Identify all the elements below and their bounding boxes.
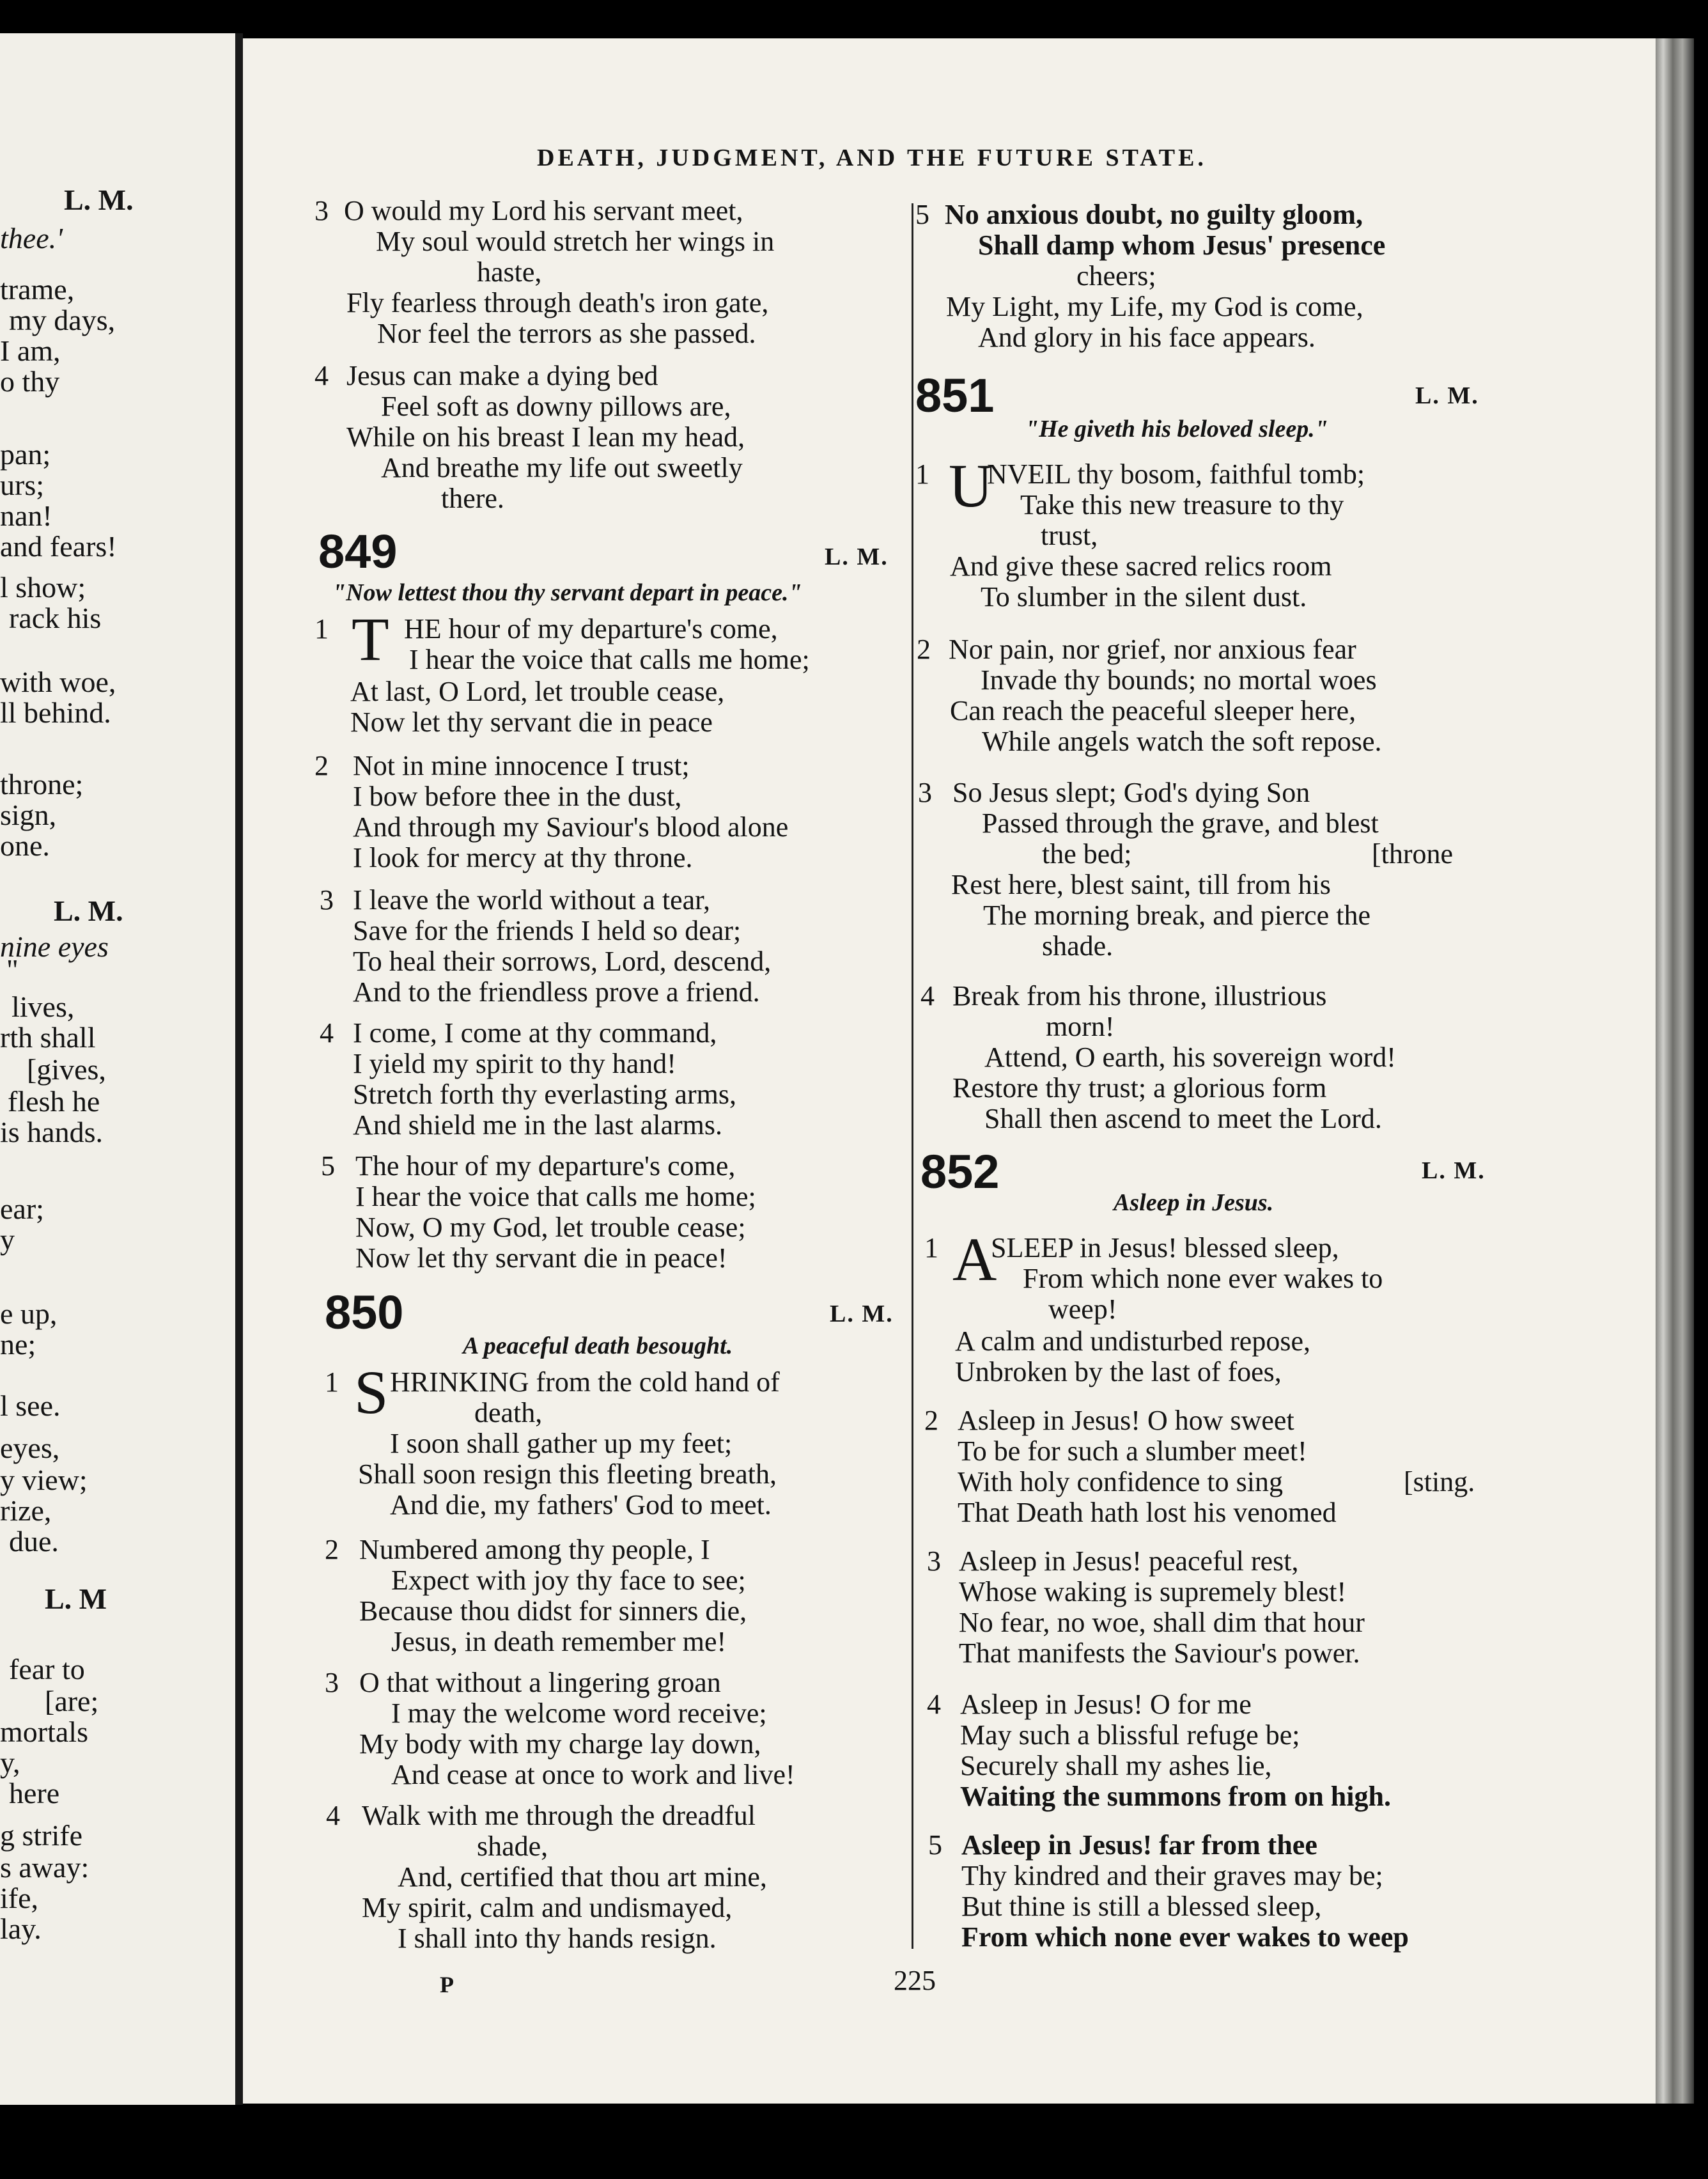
verse-line: Numbered among thy people, I (359, 1534, 710, 1565)
left-page-fragment: y, (0, 1746, 20, 1779)
verse-line: Fly fearless through death's iron gate, (346, 287, 769, 318)
verse-number: 3 (927, 1545, 941, 1577)
left-page-fragment: l show; (0, 571, 86, 604)
verse-line: My Light, my Life, my God is come, (946, 291, 1363, 322)
left-page-fragment: L. M. (54, 894, 123, 927)
verse-line: That manifests the Saviour's power. (959, 1637, 1360, 1669)
verse-line: The morning break, and pierce the (983, 900, 1370, 931)
verse-line: While angels watch the soft repose. (982, 726, 1382, 757)
verse-number: 1 (915, 458, 929, 490)
verse-line: cheers; (1076, 260, 1156, 292)
verse-line: And cease at once to work and live! (391, 1759, 795, 1790)
page-number: 225 (894, 1965, 936, 1996)
left-page-fragment: rth shall (0, 1021, 96, 1054)
left-page-fragment: and fears! (0, 530, 117, 563)
verse-line: The hour of my departure's come, (355, 1150, 736, 1182)
left-page-fragment: due. (9, 1525, 59, 1558)
verse-line: Jesus, in death remember me! (391, 1626, 727, 1657)
left-facing-page (0, 33, 235, 2105)
verse-number: 3 (325, 1667, 339, 1698)
left-page-fragment: g strife (0, 1819, 83, 1852)
hymn-number: 852 (920, 1145, 1000, 1198)
verse-line: Waiting the summons from on high. (960, 1781, 1391, 1812)
verse-line: weep! (1048, 1293, 1117, 1325)
verse-line: morn! (1046, 1011, 1115, 1042)
verse-line: Securely shall my ashes lie, (960, 1750, 1272, 1781)
verse-number: 1 (314, 613, 329, 644)
verse-number: 3 (320, 884, 334, 916)
verse-line: At last, O Lord, let trouble cease, (350, 676, 725, 707)
left-page-fragment: throne; (0, 768, 84, 801)
verse-line: HRINKING from the cold hand of (390, 1366, 780, 1398)
verse-number: 3 (918, 777, 932, 808)
left-page-fragment: is hands. (0, 1116, 103, 1148)
left-page-fragment: flesh he (8, 1085, 100, 1118)
verse-line: Restore thy trust; a glorious form (952, 1072, 1327, 1104)
verse-line: Break from his throne, illustrious (952, 980, 1327, 1011)
verse-number: 2 (924, 1405, 938, 1436)
verse-number: 4 (326, 1800, 340, 1831)
verse-line: Expect with joy thy face to see; (391, 1565, 746, 1596)
left-page-fragment: trame, (0, 273, 75, 306)
verse-line: Now let thy servant die in peace (350, 707, 713, 738)
verse-line: My spirit, calm and undismayed, (362, 1892, 733, 1923)
verse-line: SLEEP in Jesus! blessed sleep, (991, 1232, 1339, 1263)
verse-line: And breathe my life out sweetly (381, 452, 743, 483)
verse-line: I yield my spirit to thy hand! (353, 1048, 676, 1079)
left-page-fragment: mortals (0, 1715, 88, 1748)
signature-mark: P (440, 1972, 454, 1997)
verse-line: And glory in his face appears. (978, 322, 1316, 353)
meter-label: L. M. (825, 543, 889, 570)
left-page-fragment: e up, (0, 1297, 58, 1330)
verse-line: Rest here, blest saint, till from his (951, 869, 1331, 900)
verse-line: May such a blissful refuge be; (960, 1719, 1300, 1751)
verse-line: Shall then ascend to meet the Lord. (984, 1103, 1382, 1134)
verse-line: Invade thy bounds; no mortal woes (981, 664, 1377, 696)
verse-line: Unbroken by the last of foes, (955, 1356, 1282, 1387)
verse-line: With holy confidence to sing (958, 1466, 1284, 1497)
left-page-fragment: eyes, (0, 1432, 60, 1464)
left-page-fragment: one. (0, 829, 50, 862)
verse-line: To be for such a slumber meet! (958, 1435, 1307, 1467)
verse-line: And shield me in the last alarms. (353, 1109, 722, 1141)
verse-line: Take this new treasure to thy (1020, 489, 1344, 520)
verse-line: Passed through the grave, and blest (982, 808, 1379, 839)
verse-line: Because thou didst for sinners die, (359, 1595, 747, 1627)
verse-number: 2 (917, 634, 931, 665)
meter-label: L. M. (830, 1300, 894, 1327)
verse-line: While on his breast I lean my head, (346, 421, 745, 453)
verse-number: 2 (325, 1534, 339, 1565)
verse-line: Shall soon resign this fleeting breath, (358, 1458, 777, 1490)
hymn-title: A peaceful death besought. (463, 1332, 733, 1359)
hymn-title: "Now lettest thou thy servant depart in peace." (332, 579, 802, 606)
verse-line: So Jesus slept; God's dying Son (952, 777, 1310, 808)
verse-line: I hear the voice that calls me home; (355, 1181, 756, 1212)
verse-line: Asleep in Jesus! far from thee (961, 1829, 1317, 1861)
verse-line: No anxious doubt, no guilty gloom, (945, 199, 1363, 230)
verse-line: Thy kindred and their graves may be; (961, 1860, 1383, 1891)
left-page-fragment: lay. (0, 1912, 42, 1945)
verse-line: Now, O my God, let trouble cease; (355, 1212, 746, 1243)
hymn-number: 850 (325, 1286, 404, 1339)
verse-line: Save for the friends I held so dear; (353, 915, 741, 946)
verse-line: Can reach the peaceful sleeper here, (950, 695, 1356, 726)
left-page-fragment: y (0, 1223, 15, 1256)
verse-line: To heal their sorrows, Lord, descend, (353, 946, 772, 977)
verse-line: And, certified that thou art mine, (398, 1861, 767, 1893)
book-gutter (235, 33, 243, 2105)
left-page-fragment: urs; (0, 469, 44, 501)
hymn-number: 849 (318, 525, 398, 578)
left-page-fragment: rack his (9, 602, 102, 634)
left-page-fragment: ne; (0, 1328, 36, 1361)
verse-line: My soul would stretch her wings in (376, 226, 775, 257)
verse-line: I bow before thee in the dust, (353, 781, 682, 812)
left-page-fragment: with woe, (0, 666, 116, 698)
verse-line: NVEIL thy bosom, faithful tomb; (987, 458, 1365, 490)
verse-number: 3 (314, 195, 329, 226)
verse-line: death, (474, 1397, 543, 1428)
meter-label: L. M. (1415, 382, 1479, 409)
verse-line: Nor pain, nor grief, nor anxious fear (949, 634, 1356, 665)
verse-number: 5 (928, 1829, 942, 1861)
meter-label: L. M. (1422, 1157, 1486, 1184)
verse-line: [throne (1372, 838, 1454, 870)
verse-line: Asleep in Jesus! O for me (960, 1689, 1252, 1720)
drop-cap: U (949, 451, 993, 520)
verse-line: haste, (477, 256, 542, 288)
verse-number: 4 (320, 1017, 334, 1049)
left-page-fragment: y view; (0, 1464, 88, 1496)
verse-line: I leave the world without a tear, (353, 884, 711, 916)
verse-line: trust, (1041, 520, 1098, 551)
left-page-fragment: thee.' (0, 222, 63, 254)
hymn-title: Asleep in Jesus. (1114, 1189, 1274, 1216)
verse-line: Walk with me through the dreadful (362, 1800, 756, 1831)
verse-line: O that without a lingering groan (359, 1667, 721, 1698)
verse-line: I look for mercy at thy throne. (353, 842, 693, 873)
verse-line: To slumber in the silent dust. (981, 581, 1307, 613)
verse-line: there. (441, 483, 504, 514)
verse-line: My body with my charge lay down, (359, 1728, 761, 1760)
verse-line: From which none ever wakes to weep (961, 1921, 1409, 1953)
drop-cap: A (952, 1225, 997, 1293)
left-page-fragment: L. M. (64, 184, 134, 216)
verse-line: And die, my fathers' God to meet. (390, 1489, 772, 1520)
verse-line: Feel soft as downy pillows are, (381, 391, 731, 422)
left-page-fragment: s away: (0, 1851, 89, 1884)
left-page-fragment: fear to (9, 1653, 85, 1685)
left-page-fragment: pan; (0, 438, 51, 471)
verse-line: Attend, O earth, his sovereign word! (984, 1042, 1396, 1073)
verse-line: shade, (477, 1831, 548, 1862)
verse-line: I shall into thy hands resign. (398, 1923, 717, 1954)
verse-line: Stretch forth thy everlasting arms, (353, 1079, 736, 1110)
verse-line: Asleep in Jesus! O how sweet (958, 1405, 1294, 1436)
drop-cap: S (354, 1358, 389, 1426)
verse-line: But thine is still a blessed sleep, (961, 1891, 1322, 1922)
left-page-fragment: sign, (0, 799, 57, 831)
verse-line: Not in mine innocence I trust; (353, 750, 690, 781)
left-page-fragment: I am, (0, 334, 61, 367)
hymn-number: 851 (915, 369, 995, 422)
verse-line: I hear the voice that calls me home; (409, 644, 810, 675)
column-divider (912, 203, 913, 1949)
left-page-fragment: [gives, (27, 1053, 106, 1086)
verse-line: HE hour of my departure's come, (404, 613, 778, 644)
verse-line: No fear, no woe, shall dim that hour (959, 1607, 1365, 1638)
verse-line: I soon shall gather up my feet; (390, 1428, 733, 1459)
verse-line: A calm and undisturbed repose, (955, 1325, 1310, 1357)
verse-line: And through my Saviour's blood alone (353, 811, 789, 843)
verse-line: And to the friendless prove a friend. (353, 976, 760, 1008)
verse-line: Shall damp whom Jesus' presence (978, 230, 1386, 261)
left-page-fragment: " (6, 953, 19, 986)
verse-line: O would my Lord his servant meet, (344, 195, 743, 226)
verse-line: [sting. (1404, 1466, 1475, 1497)
left-page-fragment: here (9, 1777, 60, 1809)
verse-line: And give these sacred relics room (950, 551, 1332, 582)
verse-line: Now let thy servant die in peace! (355, 1242, 727, 1274)
verse-line: Jesus can make a dying bed (346, 360, 658, 391)
verse-line: I come, I come at thy command, (353, 1017, 717, 1049)
drop-cap: T (352, 605, 389, 673)
left-page-fragment: [are; (45, 1685, 99, 1717)
verse-line: I may the welcome word receive; (391, 1698, 767, 1729)
verse-line: From which none ever wakes to (1023, 1263, 1383, 1294)
left-page-fragment: my days, (9, 304, 116, 336)
hymn-title: "He giveth his beloved sleep." (1025, 416, 1328, 442)
verse-number: 5 (915, 199, 929, 230)
verse-line: the bed; (1042, 838, 1132, 870)
verse-number: 5 (321, 1150, 335, 1182)
left-page-fragment: L. M (45, 1582, 107, 1615)
verse-number: 2 (314, 750, 329, 781)
left-page-fragment: nan! (0, 499, 52, 532)
verse-line: Asleep in Jesus! peaceful rest, (959, 1545, 1299, 1577)
verse-number: 1 (325, 1366, 339, 1398)
left-page-fragment: ife, (0, 1882, 39, 1914)
left-page-fragment: ll behind. (0, 696, 111, 729)
page-edge-shadow (1656, 38, 1694, 2104)
verse-number: 4 (920, 980, 935, 1011)
verse-line: shade. (1042, 930, 1114, 962)
verse-line: That Death hath lost his venomed (958, 1497, 1337, 1528)
left-page-fragment: rize, (0, 1494, 52, 1527)
left-page-fragment: l see. (0, 1389, 61, 1422)
verse-line: Whose waking is supremely blest! (959, 1576, 1347, 1607)
verse-number: 4 (314, 360, 329, 391)
running-head: DEATH, JUDGMENT, AND THE FUTURE STATE. (537, 144, 1207, 171)
verse-number: 1 (924, 1232, 938, 1263)
verse-number: 4 (927, 1689, 941, 1720)
left-page-fragment: ear; (0, 1192, 44, 1225)
left-page-fragment: o thy (0, 365, 60, 398)
left-page-fragment: lives, (12, 990, 75, 1023)
verse-line: Nor feel the terrors as she passed. (377, 318, 756, 349)
left-page-fragment: nine eyes (0, 930, 109, 963)
